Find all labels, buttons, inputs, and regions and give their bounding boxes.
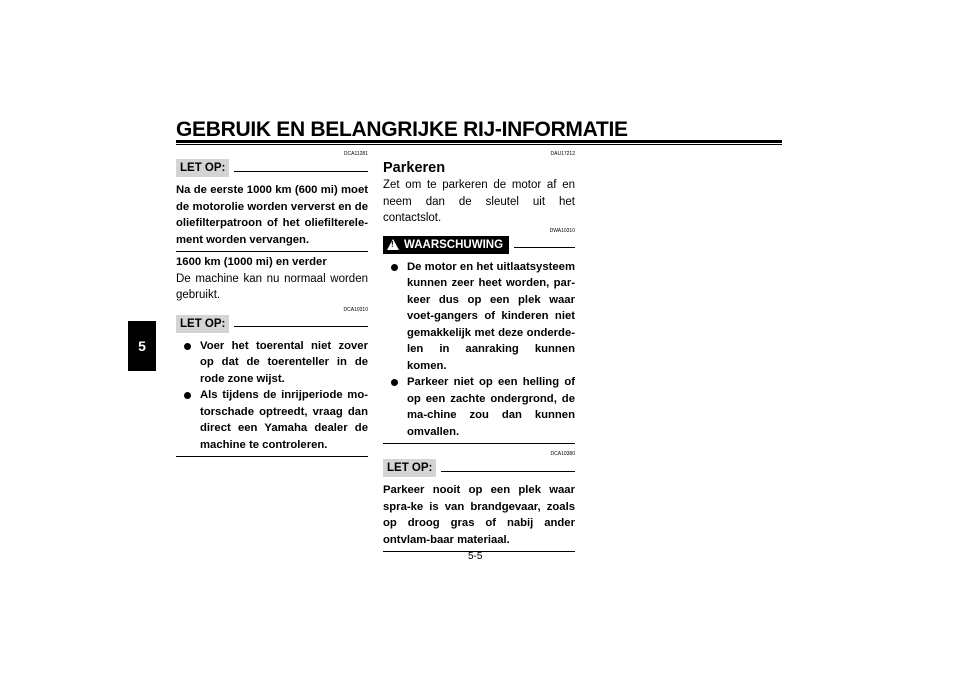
body-paragraph: De machine kan nu normaal worden gebruikt.	[176, 272, 368, 301]
page-title: GEBRUIK EN BELANGRIJKE RIJ-INFORMATIE	[176, 118, 628, 141]
left-column	[176, 150, 368, 457]
warning-triangle-icon: !	[387, 239, 399, 250]
warning-code: DWA10310	[549, 227, 575, 234]
section-heading: Parkeren	[383, 160, 446, 176]
warning-bullet-list	[383, 259, 575, 441]
notice-badge: LET OP:	[176, 159, 229, 177]
warning-badge: ! WAARSCHUWING	[383, 236, 509, 254]
notice-end-rule	[176, 456, 368, 457]
notice-header-rule	[234, 171, 368, 172]
notice-code: DCA10380	[550, 451, 575, 457]
notice-header	[383, 458, 575, 478]
notice-text: Na de eerste 1000 km (600 mi) moet de motorolie worden ververst en de oliefilterpatroon of het oliefilterele-ment worden vervangen.	[176, 184, 368, 246]
warning-header-rule	[514, 247, 575, 248]
list-item: Als tijdens de inrijperiode mo-torschade optreedt, vraag dan direct een Yamaha dealer de machine te controleren.	[176, 387, 368, 453]
list-item: De motor en het uitlaatsysteem kunnen zeer heet worden, par-keer dus op een plek waar voet-gangers of kinderen niet gemakkelijk met deze onderde-len in aanraking kunnen komen.	[383, 259, 575, 375]
notice-code: DCA10310	[343, 306, 368, 313]
notice-text: Parkeer nooit op een plek waar spra-ke is van brandgevaar, zoals op droog gras of nabij ander ontvlam-baar materiaal.	[383, 484, 575, 546]
notice-header-rule	[441, 471, 575, 472]
subheading: 1600 km (1000 mi) en verder	[176, 256, 327, 268]
body-paragraph: Zet om te parkeren de motor af en neem dan de sleutel uit het contactslot.	[383, 179, 575, 224]
bullet-icon	[391, 379, 398, 386]
page-number: 5-5	[468, 551, 483, 562]
section-code: DAU17212	[550, 151, 575, 157]
notice-header	[176, 314, 368, 334]
bullet-icon	[391, 264, 398, 271]
bullet-icon	[184, 392, 191, 399]
notice-header	[176, 158, 368, 178]
list-item: Voer het toerental niet zover op dat de toerenteller in de rode zone wijst.	[176, 338, 368, 388]
list-item: Parkeer niet op een helling of op een zachte ondergrond, de ma-chine zou dan kunnen omvallen.	[383, 374, 575, 440]
chapter-tab: 5	[128, 321, 156, 371]
title-rule	[176, 140, 782, 145]
notice-bullet-list	[176, 338, 368, 454]
notice-badge: LET OP:	[176, 315, 229, 333]
notice-end-rule	[176, 251, 368, 252]
warning-header	[383, 235, 575, 255]
right-column	[383, 150, 575, 552]
notice-code: DCA11281	[343, 151, 368, 157]
notice-badge: LET OP:	[383, 459, 436, 477]
warning-end-rule	[383, 443, 575, 444]
notice-header-rule	[234, 326, 368, 327]
bullet-icon	[184, 343, 191, 350]
